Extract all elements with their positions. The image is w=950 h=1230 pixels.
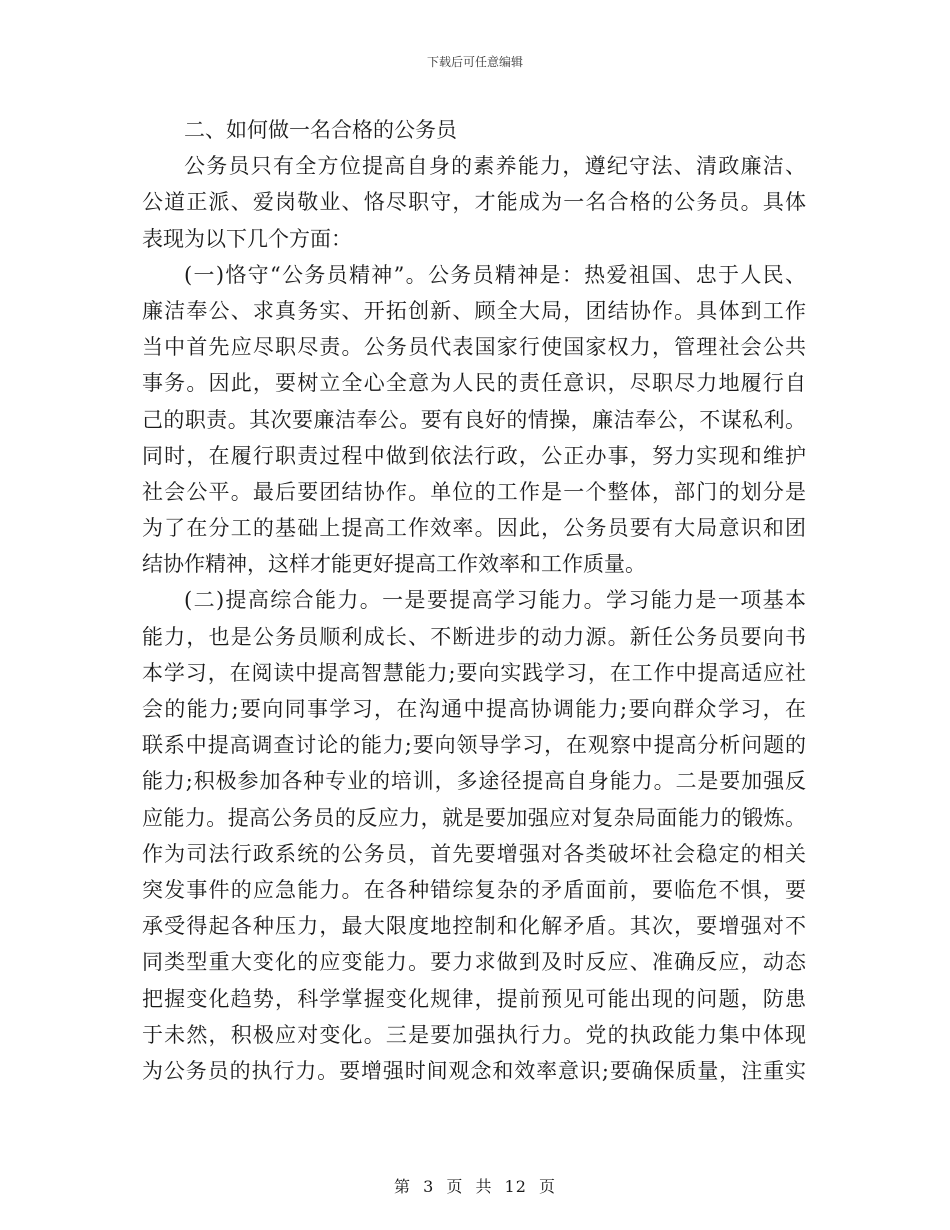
document-body xyxy=(142,112,806,1089)
text-line: 廉洁奉公、求真务实、开拓创新、顾全大局，团结协作。具体到工作 xyxy=(142,298,806,323)
text-line: 会的能力;要向同事学习，在沟通中提高协调能力;要向群众学习，在 xyxy=(142,697,806,721)
text-line: 于未然，积极应对变化。三是要加强执行力。党的执政能力集中体现 xyxy=(142,1022,806,1047)
text-line: 己的职责。其次要廉洁奉公。要有良好的情操，廉洁奉公，不谋私利。 xyxy=(142,407,806,432)
text-line: 突发事件的应急能力。在各种错综复杂的矛盾面前，要临危不惧，要 xyxy=(142,877,806,902)
text-line: 为了在分工的基础上提高工作效率。因此，公务员要有大局意识和团 xyxy=(142,516,806,541)
page-footer: 第 3 页 共 12 页 xyxy=(394,1177,556,1196)
text-line: 同类型重大变化的应变能力。要力求做到及时反应、准确反应，动态 xyxy=(142,950,806,975)
text-line: (一)恪守“公务员精神”。公务员精神是：热爱祖国、忠于人民、 xyxy=(184,262,806,287)
text-line: 表现为以下几个方面： xyxy=(142,226,352,251)
text-line: 能力，也是公务员顺利成长、不断进步的动力源。新任公务员要向书 xyxy=(142,624,806,649)
page-header: 下载后可任意编辑 xyxy=(426,55,523,69)
text-line: 应能力。提高公务员的反应力，就是要加强应对复杂局面能力的锻炼。 xyxy=(142,805,806,830)
text-line: 结协作精神，这样才能更好提高工作效率和工作质量。 xyxy=(142,552,646,577)
text-line: 同时，在履行职责过程中做到依法行政，公正办事，努力实现和维护 xyxy=(142,443,806,468)
text-line: 公务员只有全方位提高自身的素养能力，遵纪守法、清政廉洁、 xyxy=(184,154,806,179)
text-line: 社会公平。最后要团结协作。单位的工作是一个整体，部门的划分是 xyxy=(142,479,806,504)
text-line: 本学习，在阅读中提高智慧能力;要向实践学习，在工作中提高适应社 xyxy=(142,660,806,685)
text-line: 承受得起各种压力，最大限度地控制和化解矛盾。其次，要增强对不 xyxy=(142,914,806,939)
text-line: 联系中提高调查讨论的能力;要向领导学习，在观察中提高分析问题的 xyxy=(142,733,806,758)
text-line: 作为司法行政系统的公务员，首先要增强对各类破坏社会稳定的相关 xyxy=(142,841,806,866)
text-line: 把握变化趋势，科学掌握变化规律，提前预见可能出现的问题，防患 xyxy=(142,986,806,1011)
text-line: 公道正派、爱岗敬业、恪尽职守，才能成为一名合格的公务员。具体 xyxy=(142,190,806,215)
text-line: 当中首先应尽职尽责。公务员代表国家行使国家权力，管理社会公共 xyxy=(142,335,806,360)
section-heading: 二、如何做一名合格的公务员 xyxy=(184,118,457,142)
text-line: (二)提高综合能力。一是要提高学习能力。学习能力是一项基本 xyxy=(184,588,806,613)
text-line: 为公务员的执行力。要增强时间观念和效率意识;要确保质量，注重实 xyxy=(142,1058,806,1083)
text-line: 能力;积极参加各种专业的培训，多途径提高自身能力。二是要加强反 xyxy=(142,769,806,794)
text-line: 事务。因此，要树立全心全意为人民的责任意识，尽职尽力地履行自 xyxy=(142,371,806,396)
